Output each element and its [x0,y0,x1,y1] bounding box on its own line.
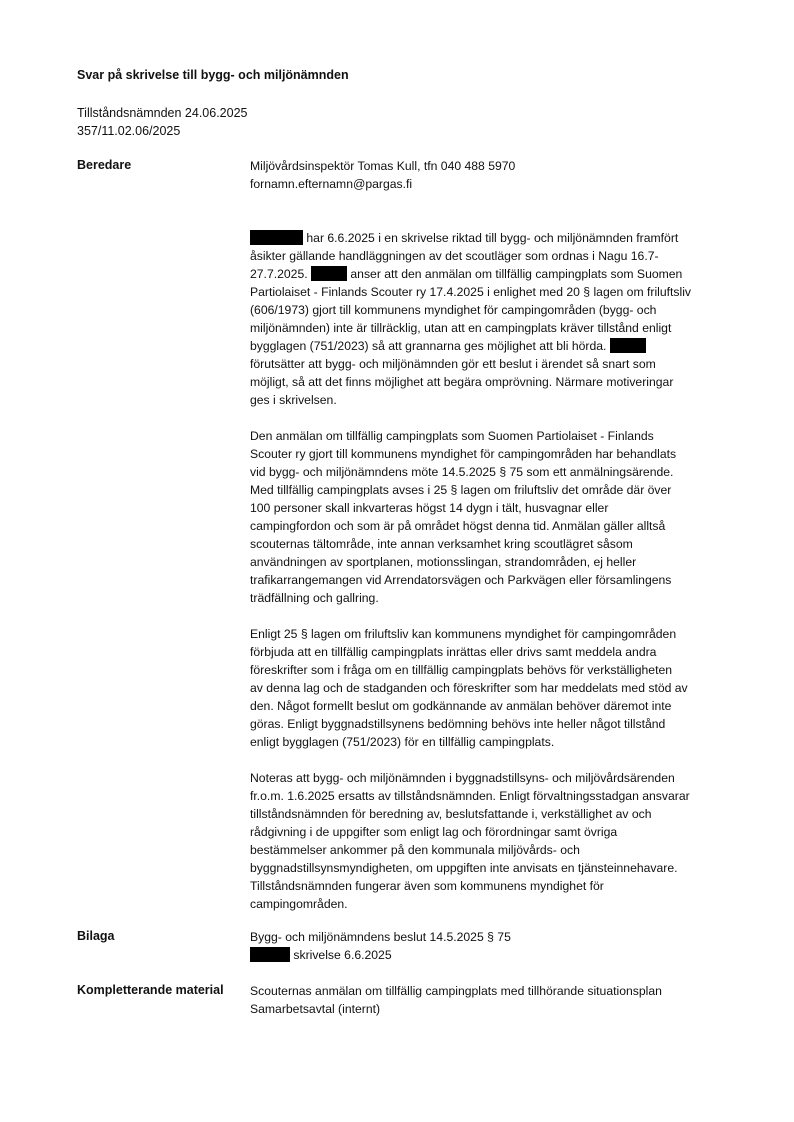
text-line: fr.o.m. 1.6.2025 ersatts av tillståndsnämnden. Enligt förvaltningsstadgan ansvarar [250,789,690,803]
text-line: har 6.6.2025 i en skrivelse riktad till bygg- och miljönämnden framfört [250,229,720,247]
bilaga-label: Bilaga [77,929,115,943]
text-line: bygglagen (751/2023) så att grannarna ges möjlighet att bli hörda. [250,337,720,355]
text-line: Noteras att bygg- och miljönämnden i byggnadstillsyns- och miljövårdsärenden [250,771,675,785]
text-line: den. Något formellt beslut om godkännande av anmälan behöver däremot inte [250,699,672,713]
kompletterande-item-1: Scouternas anmälan om tillfällig campingplats med tillhörande situationsplan [250,984,662,998]
text-line: Den anmälan om tillfällig campingplats som Suomen Partiolaiset - Finlands [250,429,654,443]
text-line: göras. Enligt byggnadstillsynens bedömning behövs inte heller något tillstånd [250,717,666,731]
text-line: bestämmelser ankommer på den kommunala miljövårds- och [250,843,580,857]
paragraph-2 [250,427,720,607]
document-meta [77,104,248,140]
redaction-block [610,338,646,353]
text-line: föreskrifter som i fråga om en tillfällig campingplats behövs för verkställigheten [250,663,673,677]
text-line: vid bygg- och miljönämndens möte 14.5.2025 § 75 som ett anmälningsärende. [250,465,674,479]
text-line: trafikarrangemangen vid Arrendatorsvägen och Parkvägen eller församlingens [250,573,672,587]
text-line: Partiolaiset - Finlands Scouter ry 17.4.2025 i enlighet med 20 § lagen om friluftsliv [250,285,692,299]
kompletterande-value [250,982,720,1018]
beredare-value [250,157,720,193]
text-line: Tillståndsnämnden fungerar även som kommunens myndighet för [250,879,604,893]
text-line: förbjuda att en tillfällig campingplats inrättas eller drivs samt meddela andra [250,645,657,659]
reference-number: 357/11.02.06/2025 [77,124,181,138]
beredare-name-phone: Miljövårdsinspektör Tomas Kull, tfn 040 488 5970 [250,159,516,173]
bilaga-item-1: Bygg- och miljönämndens beslut 14.5.2025 § 75 [250,930,511,944]
text-line: enligt bygglagen (751/2023) för en tillfällig campingplats. [250,735,555,749]
redaction-block [250,947,290,962]
text-line: förutsätter att bygg- och miljönämnden gör ett beslut i ärendet så snart som [250,357,656,371]
text-line: campingområden. [250,897,348,911]
kompletterande-label: Kompletterande material [77,983,224,997]
text-line: möjligt, så att det finns möjlighet att begära omprövning. Närmare motiveringar [250,375,674,389]
bilaga-value [250,928,720,964]
text-line: Med tillfällig campingplats avses i 25 § lagen om friluftsliv det område där över [250,483,672,497]
redaction-block [250,230,303,245]
paragraph-4 [250,769,720,913]
text-line: byggnadstillsynsmyndigheten, om uppgiften inte anvisats en tjänsteinnehavare. [250,861,678,875]
text-line: trädfällning och gallring. [250,591,379,605]
text-line: rådgivning i de uppgifter som enligt lag och förordningar samt övriga [250,825,618,839]
text-line: användningen av sportplanen, motionsslingan, strandområden, ej heller [250,555,637,569]
document-title: Svar på skrivelse till bygg- och miljönämnden [77,68,349,82]
beredare-label: Beredare [77,158,132,172]
redaction-block [311,266,347,281]
body-text [250,229,720,931]
text-line: scouternas tältområde, inte annan verksamhet kring scoutlägret såsom [250,537,633,551]
paragraph-1 [250,229,720,409]
text-line: ges i skrivelsen. [250,393,337,407]
text-line: tillståndsnämnden för beredning av, beslutsfattande i, verkställighet av och [250,807,652,821]
text-line: av denna lag och de stadganden och föreskrifter som har meddelats med stöd av [250,681,688,695]
text-line: 100 personer skall inkvarteras högst 14 dygn i tält, husvagnar eller [250,501,609,515]
text-line: campingfordon och som är på området högst denna tid. Anmälan gäller alltså [250,519,666,533]
kompletterande-item-2: Samarbetsavtal (internt) [250,1002,381,1016]
text-line: Scouter ry gjort till kommunens myndighet för campingområden har behandlats [250,447,677,461]
text-line: (606/1973) gjort till kommunens myndighet för campingområden (bygg- och [250,303,657,317]
text-line: åsikter gällande handläggningen av det scoutläger som ordnas i Nagu 16.7- [250,249,659,263]
beredare-email: fornamn.efternamn@pargas.fi [250,177,413,191]
text-line: Enligt 25 § lagen om friluftsliv kan kommunens myndighet för campingområden [250,627,677,641]
bilaga-item-2: skrivelse 6.6.2025 [250,946,720,964]
meeting-date: Tillståndsnämnden 24.06.2025 [77,106,248,120]
text-line: miljönämnden) inte är tillräcklig, utan att en campingplats kräver tillstånd enligt [250,321,672,335]
paragraph-3 [250,625,720,751]
text-line: 27.7.2025. anser att den anmälan om tillfällig campingplats som Suomen [250,267,683,281]
